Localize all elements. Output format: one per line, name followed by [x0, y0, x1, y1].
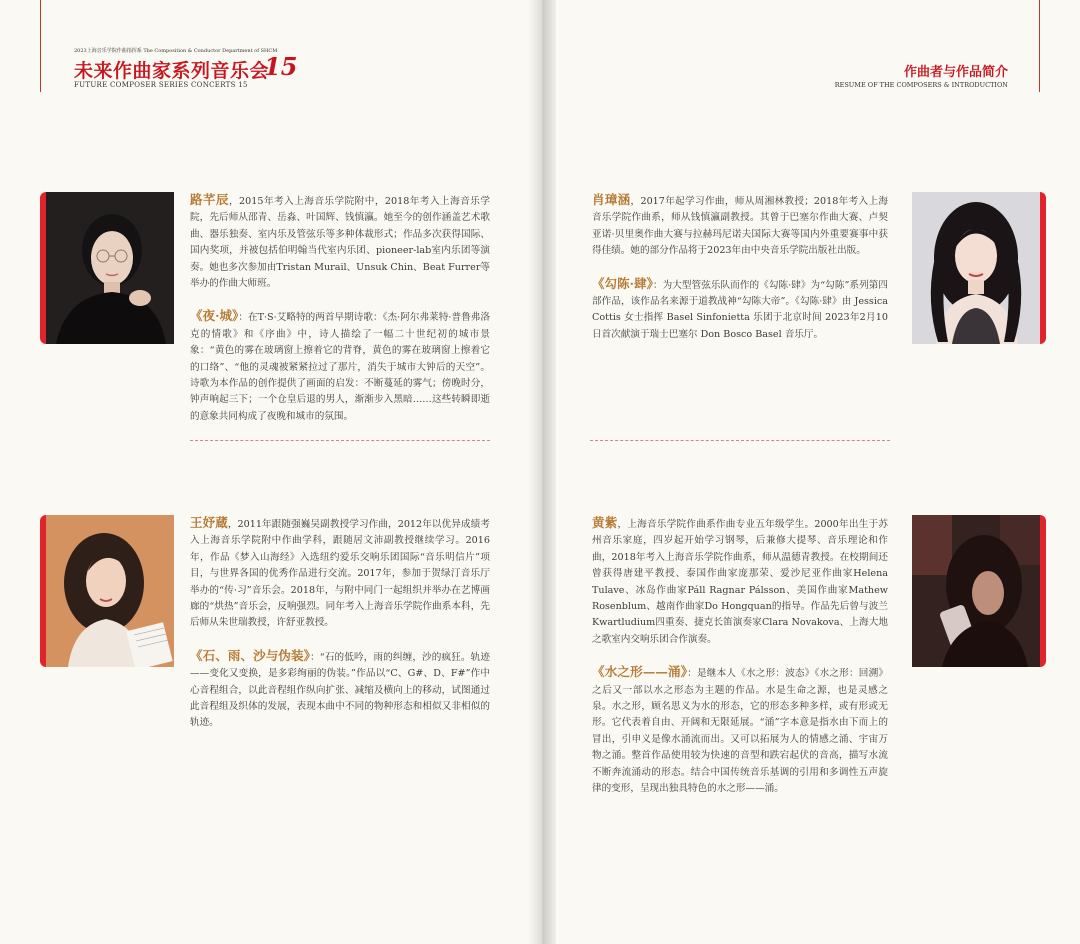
portrait-wang-yuzang	[40, 515, 174, 667]
portrait-xiao-zhanghan	[912, 192, 1046, 344]
composer-4-work-title: 《水之形——涌》	[592, 664, 688, 680]
composer-2-work-title: 《石、雨、沙与伪装》	[190, 647, 311, 663]
composer-3-work-title: 《勾陈·肆》	[592, 275, 653, 291]
composer-2-work-desc: ：“石的低吟，雨的纠缠，沙的疯狂。轨迹——变化又变换，是多彩绚丽的伪装。”作品以“C、G#、D、F#”作中心音程组合，以此音程组作纵向扩张、减缩及横向上的移动，试图通过此音程组及织体的发展，表现本曲中不同的物种形态和相似又非相似的轨迹。	[190, 651, 490, 729]
composer-1-text	[190, 192, 490, 441]
concert-title-en: FUTURE COMPOSER SERIES CONCERTS 15	[74, 81, 248, 89]
concert-title: 未来作曲家系列音乐会	[74, 60, 270, 82]
composer-1-work-desc: ：在T·S·艾略特的两首早期诗歌：《杰·阿尔弗莱特·普鲁弗洛克的情歌》和《序曲》中，诗人描绘了一幅二十世纪初的城市景象：“黄色的雾在玻璃窗上擦着它的背脊，黄色的雾在玻璃窗上擦着它的口络”、“他的灵魂被紧紧拉过了那片，消失于城市大钟后的天空”。诗歌为本作品的创作提供了画面的启发：不断蔓延的雾气；傍晚时分，钟声响起三下；一个仓皇后退的男人，渐渐步入黑暗……这些转瞬即逝的意象共同构成了夜晚和城市的氛围。	[190, 312, 490, 422]
section-title: 作曲者与作品简介	[903, 65, 1008, 80]
right-page	[540, 0, 1080, 944]
composer-2-name: 王妤蔵	[190, 515, 228, 530]
section-divider	[190, 440, 490, 441]
section-divider-right	[590, 440, 890, 441]
composer-1-name: 路芊辰	[190, 192, 229, 207]
section-title-en: RESUME OF THE COMPOSERS & INTRODUCTION	[834, 81, 1008, 89]
concert-number: 15	[264, 52, 298, 81]
composer-3-bio: ，2017年起学习作曲，师从周湘林教授；2018年考入上海音乐学院作曲系，师从钱慎瀛副教授。其曾于巴塞尔作曲大赛、卢契亚诺·贝里奥作曲大赛与拉赫玛尼诺夫国际大赛等国内外重要赛事中获得佳绩。她的部分作品将于2023年由中央音乐学院出版社出版。	[592, 196, 888, 257]
composer-4-name: 黄紫	[592, 515, 618, 530]
portrait-huang-zi	[912, 515, 1046, 667]
composer-4-text	[592, 515, 888, 814]
right-edge-line	[1039, 0, 1040, 92]
left-edge-line	[40, 0, 41, 92]
composer-3-work-desc: ：为大型管弦乐队而作的《勾陈·肆》为“勾陈”系列第四部作品，该作品名来源于道教战神“勾陈大帝”。《勾陈·肆》由 Jessica Cottis 女士指挥 Basel Sinfonietta 乐团于北京时间 2023年2月10日首次献演于瑞士巴塞尔 Don Bosco Basel 音乐厅。	[592, 279, 888, 340]
composer-3-text	[592, 192, 888, 359]
composer-4-bio: ，上海音乐学院作曲系作曲专业五年级学生。2000年出生于苏州音乐家庭，四岁起开始学习钢琴，后兼修大提琴、音乐理论和作曲，2018年考入上海音乐学院作曲系，师从温德青教授。在校期间还曾获得唐建平教授、泰国作曲家庞那荣、爱沙尼亚作曲家Helena Tulave、冰岛作曲家Páll Ragnar Pálsson、美国作曲家Mathew Rosenblum、越南作曲家Do Hongquan的指导。作品先后曾与波兰Kwartludium四重奏、捷克长笛演奏家Clara Novakova、上海大地之歌室内交响乐团合作演奏。	[592, 519, 888, 645]
composer-4-work-desc: ：是继本人《水之形：波态》《水之形：回溯》之后又一部以水之形态为主题的作品。水是生命之源，也是灵感之泉。水之形，顾名思义为水的形态，它的形态多种多样，或有形或无形。它代表着自由、开阔和无限延展。“涌”字本意是指水由下而上的冒出，引申义是像水涌流而出。又可以拓展为人的情感之涌、宇宙万物之涌。整首作品使用较为快速的音型和跌宕起伏的音高，描写水流不断奔流涌动的形态。结合中国传统音乐基调的引用和多调性五声旋律的变形，呈现出独具特色的水之形——涌。	[592, 668, 888, 795]
composer-1-bio: ，2015年考入上海音乐学院附中，2018年考入上海音乐学院，先后师从邵青、岳淼、叶国辉、钱慎瀛。她至今的创作涵盖艺术歌曲、器乐独奏、室内乐及管弦乐等多种体裁形式；作品多次获得国际、国内奖项，并被包括伯明翰当代室内乐团、pioneer-lab室内乐团等演奏。她也多次参加由Tristan Murail、Unsuk Chin、Beat Furrer等举办的作曲大师班。	[190, 196, 490, 290]
composer-3-name: 肖璋涵	[592, 192, 631, 207]
portrait-lu-qianchen	[40, 192, 174, 344]
composer-1-work-title: 《夜·城》	[190, 308, 239, 324]
header-small-line: 2023上海音乐学院作曲指挥系 The Composition & Conductor Department of SHCM	[74, 48, 278, 54]
composer-2-text	[190, 515, 490, 748]
composer-2-bio: ，2011年跟随强巍吴副教授学习作曲，2012年以优异成绩考入上海音乐学院附中作曲学科，跟随居文沛副教授继续学习。2016年，作品《梦入山海经》入选纽约爱乐交响乐团国际“音乐明信片”项目，与世界各国的优秀作品进行交流。2017年，参加于贺绿汀音乐厅举办的“传·习”音乐会。2018年，与附中同门一起组织并举办在艺博画廊的“烘热”音乐会，反响强烈。同年考入上海音乐学院作曲系本科，先后师从朱世瑞教授，许舒亚教授。	[190, 519, 490, 629]
